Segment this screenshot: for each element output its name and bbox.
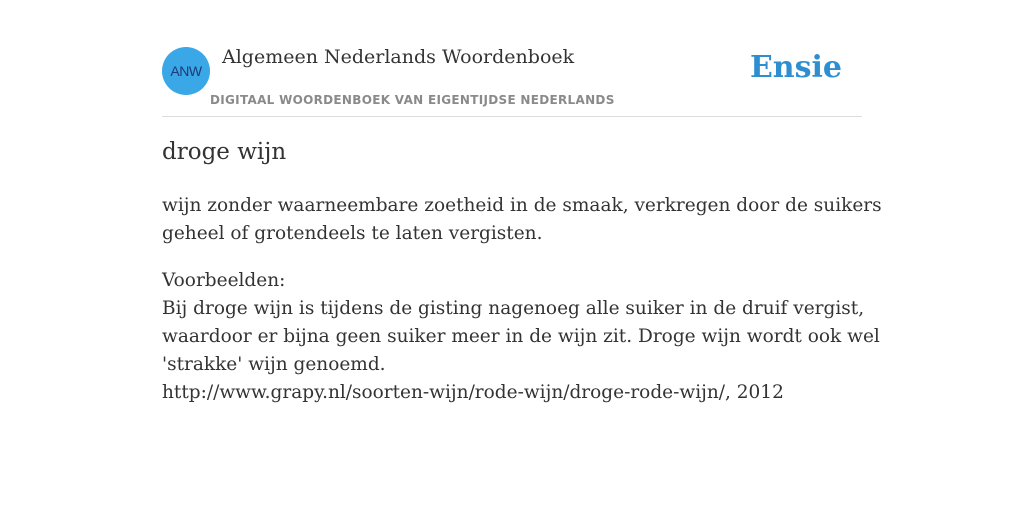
- example-line: 'strakke' wijn genoemd.: [162, 354, 386, 375]
- entry-examples: [162, 267, 880, 407]
- example-line: Bij droge wijn is tijdens de gisting nagenoeg alle suiker in de druif vergist,: [162, 298, 865, 319]
- example-line: waardoor er bijna geen suiker meer in de wijn zit. Droge wijn wordt ook wel: [162, 326, 880, 347]
- entry-term: droge wijn: [162, 139, 287, 165]
- definition-line: wijn zonder waarneembare zoetheid in de smaak, verkregen door de suikers: [162, 195, 882, 216]
- anw-logo[interactable]: [162, 47, 210, 95]
- example-source: http://www.grapy.nl/soorten-wijn/rode-wijn/droge-rode-wijn/, 2012: [162, 382, 784, 403]
- examples-heading: Voorbeelden:: [162, 270, 286, 291]
- logo-text: ANW: [170, 63, 202, 79]
- entry-definition: [162, 192, 882, 248]
- definition-line: geheel of grotendeels te laten vergisten.: [162, 223, 543, 244]
- ensie-brand-link[interactable]: Ensie: [749, 50, 842, 85]
- site-subtitle: DIGITAAL WOORDENBOEK VAN EIGENTIJDSE NEDERLANDS: [210, 93, 615, 107]
- site-title: Algemeen Nederlands Woordenboek: [222, 46, 575, 68]
- site-header: [162, 46, 862, 117]
